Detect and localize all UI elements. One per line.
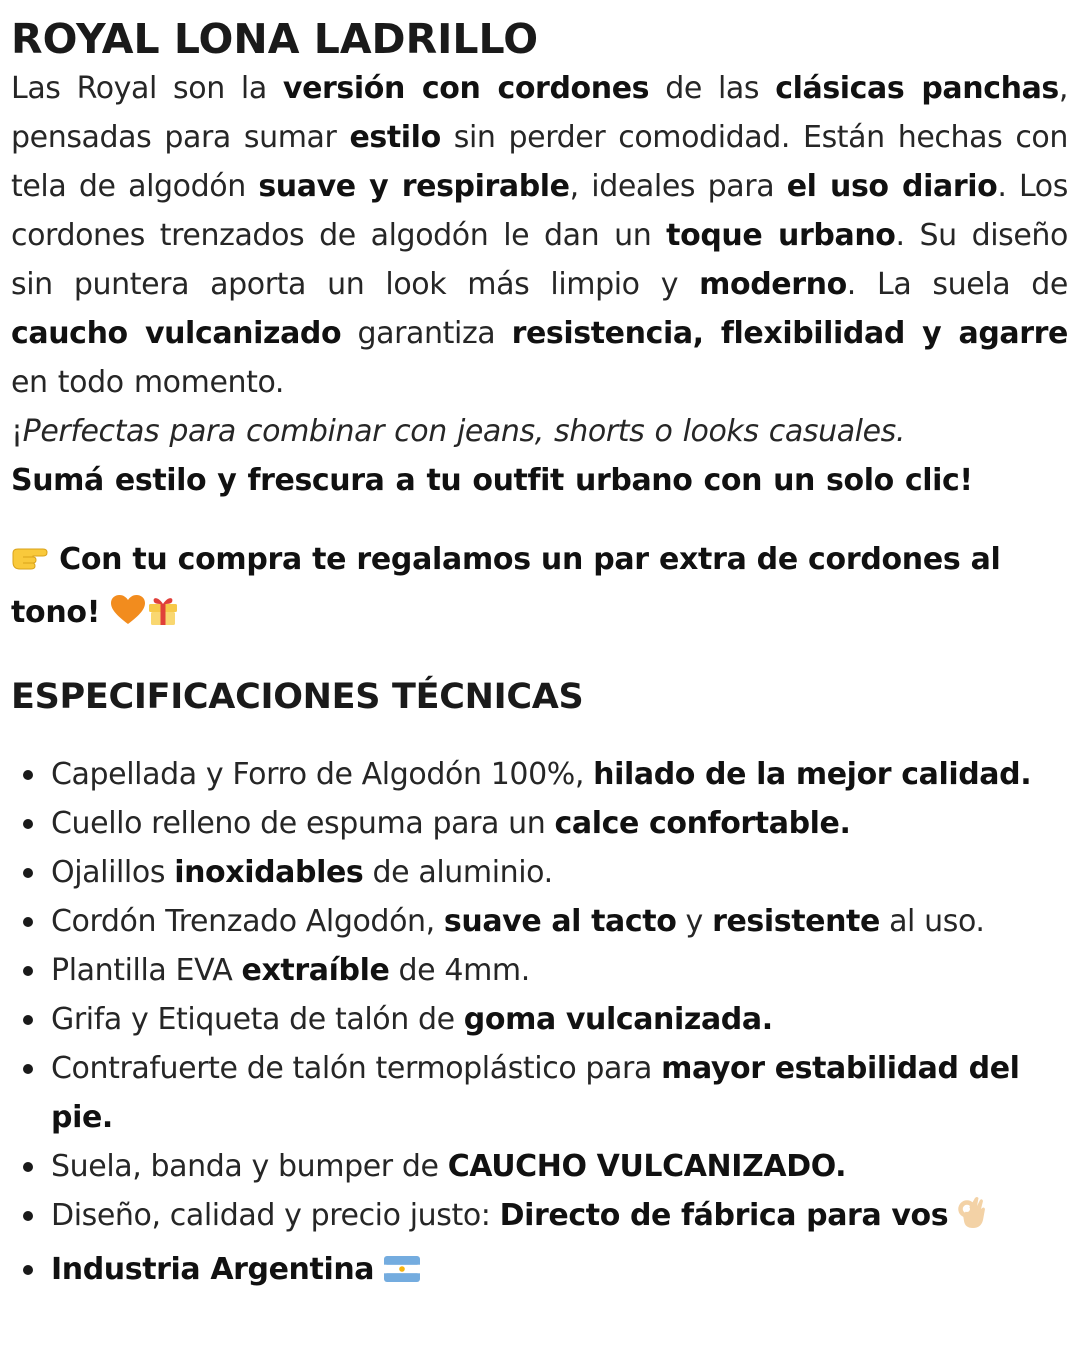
spec-text: Diseño, calidad y precio justo: [51, 1198, 500, 1233]
gift-note-text: Con tu compra te regalamos un par extra de cordones al tono! [11, 542, 1001, 630]
list-item [11, 897, 1071, 946]
desc-bold: toque urbano [666, 218, 896, 253]
description-paragraph [11, 64, 1068, 407]
spec-bold: CAUCHO VULCANIZADO. [447, 1149, 847, 1184]
ok-hand-icon [956, 1196, 988, 1245]
spec-bold: Directo de fábrica para vos [499, 1198, 949, 1233]
spec-bold: goma vulcanizada. [463, 1002, 773, 1037]
desc-text: garantiza [341, 316, 512, 351]
desc-text: en todo momento. [11, 365, 285, 400]
argentina-flag-icon [384, 1248, 420, 1297]
desc-text: Las Royal son la [11, 71, 283, 106]
desc-text: . Su diseño sin puntera aporta un look más limpio y [11, 218, 1068, 302]
specs-title: ESPECIFICACIONES TÉCNICAS [11, 677, 584, 717]
desc-text: . La suela de [846, 267, 1068, 302]
list-item [11, 946, 1071, 995]
desc-bold: suave y respirable [258, 169, 570, 204]
spec-text: Suela, banda y bumper de [51, 1149, 448, 1184]
spec-bold: mayor estabilidad del pie. [51, 1051, 1020, 1135]
list-item [11, 848, 1071, 897]
desc-bold: Sumá estilo y frescura a tu outfit urbano con un solo clic! [11, 463, 973, 498]
spec-text: al uso. [879, 904, 985, 939]
bold-tagline [11, 456, 1068, 505]
desc-bold: el uso diario [786, 169, 998, 204]
desc-italic: Perfectas para combinar con jeans, shorts o looks casuales. [22, 414, 906, 449]
desc-bold: clásicas panchas [775, 71, 1059, 106]
spec-text: de aluminio. [363, 855, 553, 890]
spec-bold: extraíble [241, 953, 390, 988]
spec-text: Cordón Trenzado Algodón, [51, 904, 444, 939]
list-item [11, 995, 1071, 1044]
gift-note [11, 535, 1051, 641]
italic-tagline [11, 407, 1068, 456]
product-description [11, 64, 1068, 505]
list-item [11, 1142, 1071, 1191]
desc-text: . Los cordones trenzados de algodón le dan un [11, 169, 1068, 253]
desc-bold: caucho vulcanizado [11, 316, 342, 351]
spec-bold: calce confortable. [554, 806, 851, 841]
gift-icon [146, 592, 180, 641]
pointing-hand-icon [11, 539, 49, 588]
spec-bold: Industria Argentina [51, 1252, 375, 1287]
specs-list [11, 750, 1071, 1297]
desc-text: de las [649, 71, 776, 106]
desc-bold: estilo [349, 120, 441, 155]
desc-text: ¡ [11, 414, 23, 449]
spec-bold: hilado de la mejor calidad. [593, 757, 1032, 792]
desc-text: sin perder comodidad. Están hechas con tela de algodón [11, 120, 1068, 204]
desc-bold: resistencia, flexibilidad y agarre [511, 316, 1068, 351]
orange-heart-icon [110, 592, 146, 641]
spec-text: Plantilla EVA [51, 953, 242, 988]
spec-text: y [676, 904, 713, 939]
spec-text: Ojalillos [51, 855, 175, 890]
spec-text: Capellada y Forro de Algodón 100%, [51, 757, 594, 792]
list-item [11, 750, 1071, 799]
desc-bold: versión con cordones [282, 71, 650, 106]
spec-text: Cuello relleno de espuma para un [51, 806, 555, 841]
spec-text: de 4mm. [389, 953, 530, 988]
desc-text: , ideales para [569, 169, 787, 204]
list-item [11, 1044, 1071, 1142]
product-title: ROYAL LONA LADRILLO [11, 15, 539, 63]
spec-bold: resistente [712, 904, 880, 939]
spec-text: Grifa y Etiqueta de talón de [51, 1002, 464, 1037]
spec-bold: suave al tacto [443, 904, 677, 939]
list-item [11, 799, 1071, 848]
list-item [11, 1191, 1071, 1245]
spec-bold: inoxidables [174, 855, 364, 890]
list-item [11, 1245, 1071, 1297]
spec-text: Contrafuerte de talón termoplástico para [51, 1051, 662, 1086]
desc-bold: moderno [699, 267, 847, 302]
desc-text: , pensadas para sumar [11, 71, 1069, 155]
